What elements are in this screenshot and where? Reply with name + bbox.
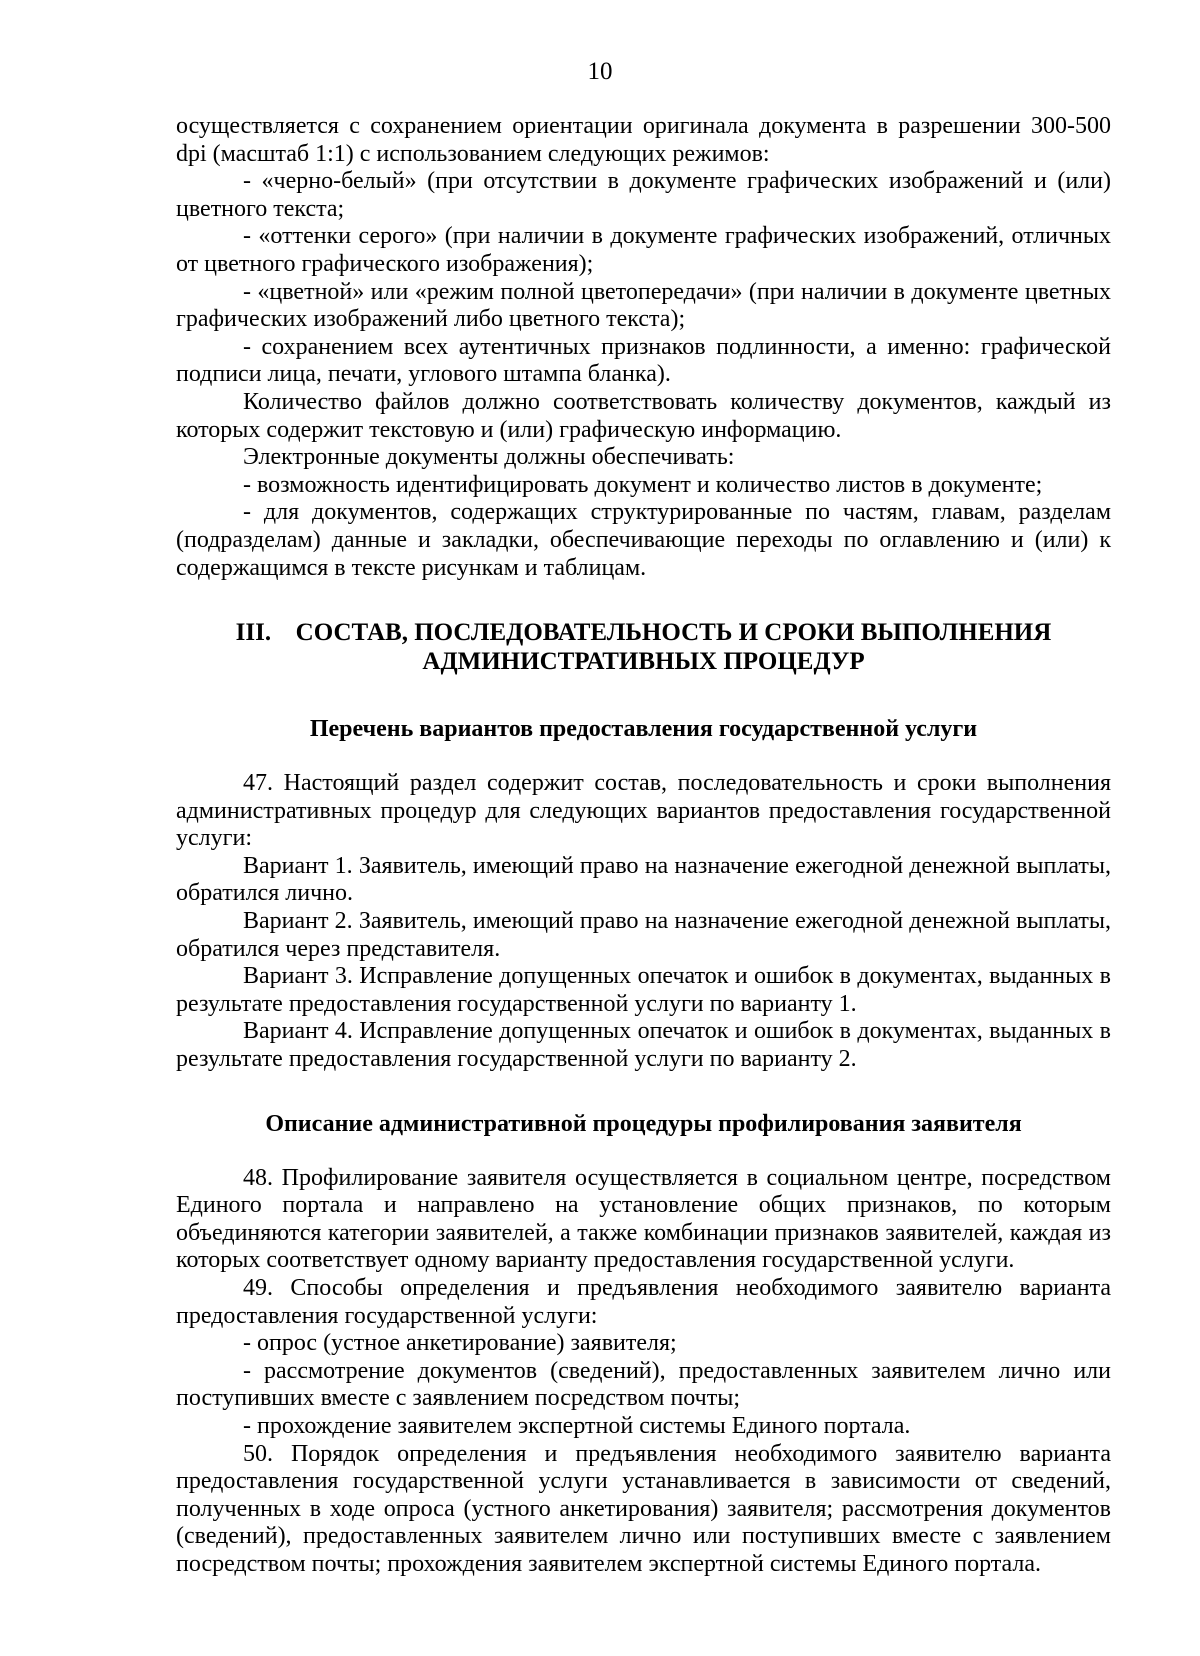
paragraph: осуществляется с сохранением ориентации оригинала документа в разрешении 300-500 dpi (масштаб 1:1) с использованием следующих режимов: (176, 113, 1111, 167)
variant-item: Вариант 4. Исправление допущенных опечаток и ошибок в документах, выданных в результате предоставления государственной услуги по варианту 2. (176, 1018, 1111, 1073)
section-number: III. (235, 619, 272, 647)
list-item: - сохранением всех аутентичных признаков подлинности, а именно: графической подписи лица, печати, углового штампа бланка). (176, 333, 1111, 388)
variant-item: Вариант 1. Заявитель, имеющий право на назначение ежегодной денежной выплаты, обратился лично. (176, 852, 1111, 907)
section-title-line1: СОСТАВ, ПОСЛЕДОВАТЕЛЬНОСТЬ И СРОКИ ВЫПОЛНЕНИЯ (295, 619, 1052, 647)
list-item: - «оттенки серого» (при наличии в документе графических изображений, отличных от цветного графического изображения); (176, 223, 1111, 277)
list-item: - «цветной» или «режим полной цветопередачи» (при наличии в документе цветных графических изображений либо цветного текста); (176, 278, 1111, 333)
paragraph: 47. Настоящий раздел содержит состав, последовательность и сроки выполнения административных процедур для следующих вариантов предоставления государственной услуги: (176, 770, 1111, 852)
paragraph: 49. Способы определения и предъявления необходимого заявителю варианта предоставления государственной услуги: (176, 1275, 1111, 1329)
paragraph: 50. Порядок определения и предъявления необходимого заявителю варианта предоставления государственной услуги устанавливается в зависимости от сведений, полученных в ходе опроса (устного анкетирования) заявителя; рассмотрения документов (сведений), предоставленных заявителем лично или поступивших вместе с заявлением посредством почты; прохождения заявителем экспертной системы Единого портала. (176, 1440, 1111, 1577)
list-item: - возможность идентифицировать документ и количество листов в документе; (243, 471, 1043, 498)
section-heading (176, 618, 1111, 676)
list-item: - прохождение заявителем экспертной системы Единого портала. (243, 1412, 911, 1439)
page-number: 10 (587, 58, 613, 85)
section-heading-line1 (176, 618, 1111, 647)
subsection-title: Перечень вариантов предоставления государственной услуги (309, 716, 978, 743)
list-item: - «черно-белый» (при отсутствии в документе графических изображений и (или) цветного текста; (176, 168, 1111, 222)
subsection-title: Описание административной процедуры профилирования заявителя (265, 1110, 1022, 1137)
list-item: - опрос (устное анкетирование) заявителя; (243, 1330, 677, 1357)
list-item: - рассмотрение документов (сведений), предоставленных заявителем лично или поступивших вместе с заявлением посредством почты; (176, 1357, 1111, 1412)
section-title-line2: АДМИНИСТРАТИВНЫХ ПРОЦЕДУР (422, 648, 865, 676)
paragraph: Электронные документы должны обеспечивать: (243, 444, 735, 471)
list-item: - для документов, содержащих структурированные по частям, главам, разделам (подразделам) данные и закладки, обеспечивающие переходы по оглавлению и (или) к содержащимся в тексте рисункам и таблицам. (176, 499, 1111, 581)
paragraph: 48. Профилирование заявителя осуществляется в социальном центре, посредством Единого портала и направлено на установление общих признаков, по которым объединяются категории заявителей, а также комбинации признаков заявителей, каждая из которых соответствует одному варианту предоставления государственной услуги. (176, 1164, 1111, 1274)
variant-item: Вариант 3. Исправление допущенных опечаток и ошибок в документах, выданных в результате предоставления государственной услуги по варианту 1. (176, 963, 1111, 1017)
paragraph: Количество файлов должно соответствовать количеству документов, каждый из которых содержит текстовую и (или) графическую информацию. (176, 388, 1111, 443)
page-content (176, 113, 1111, 1579)
variant-item: Вариант 2. Заявитель, имеющий право на назначение ежегодной денежной выплаты, обратился через представителя. (176, 908, 1111, 962)
